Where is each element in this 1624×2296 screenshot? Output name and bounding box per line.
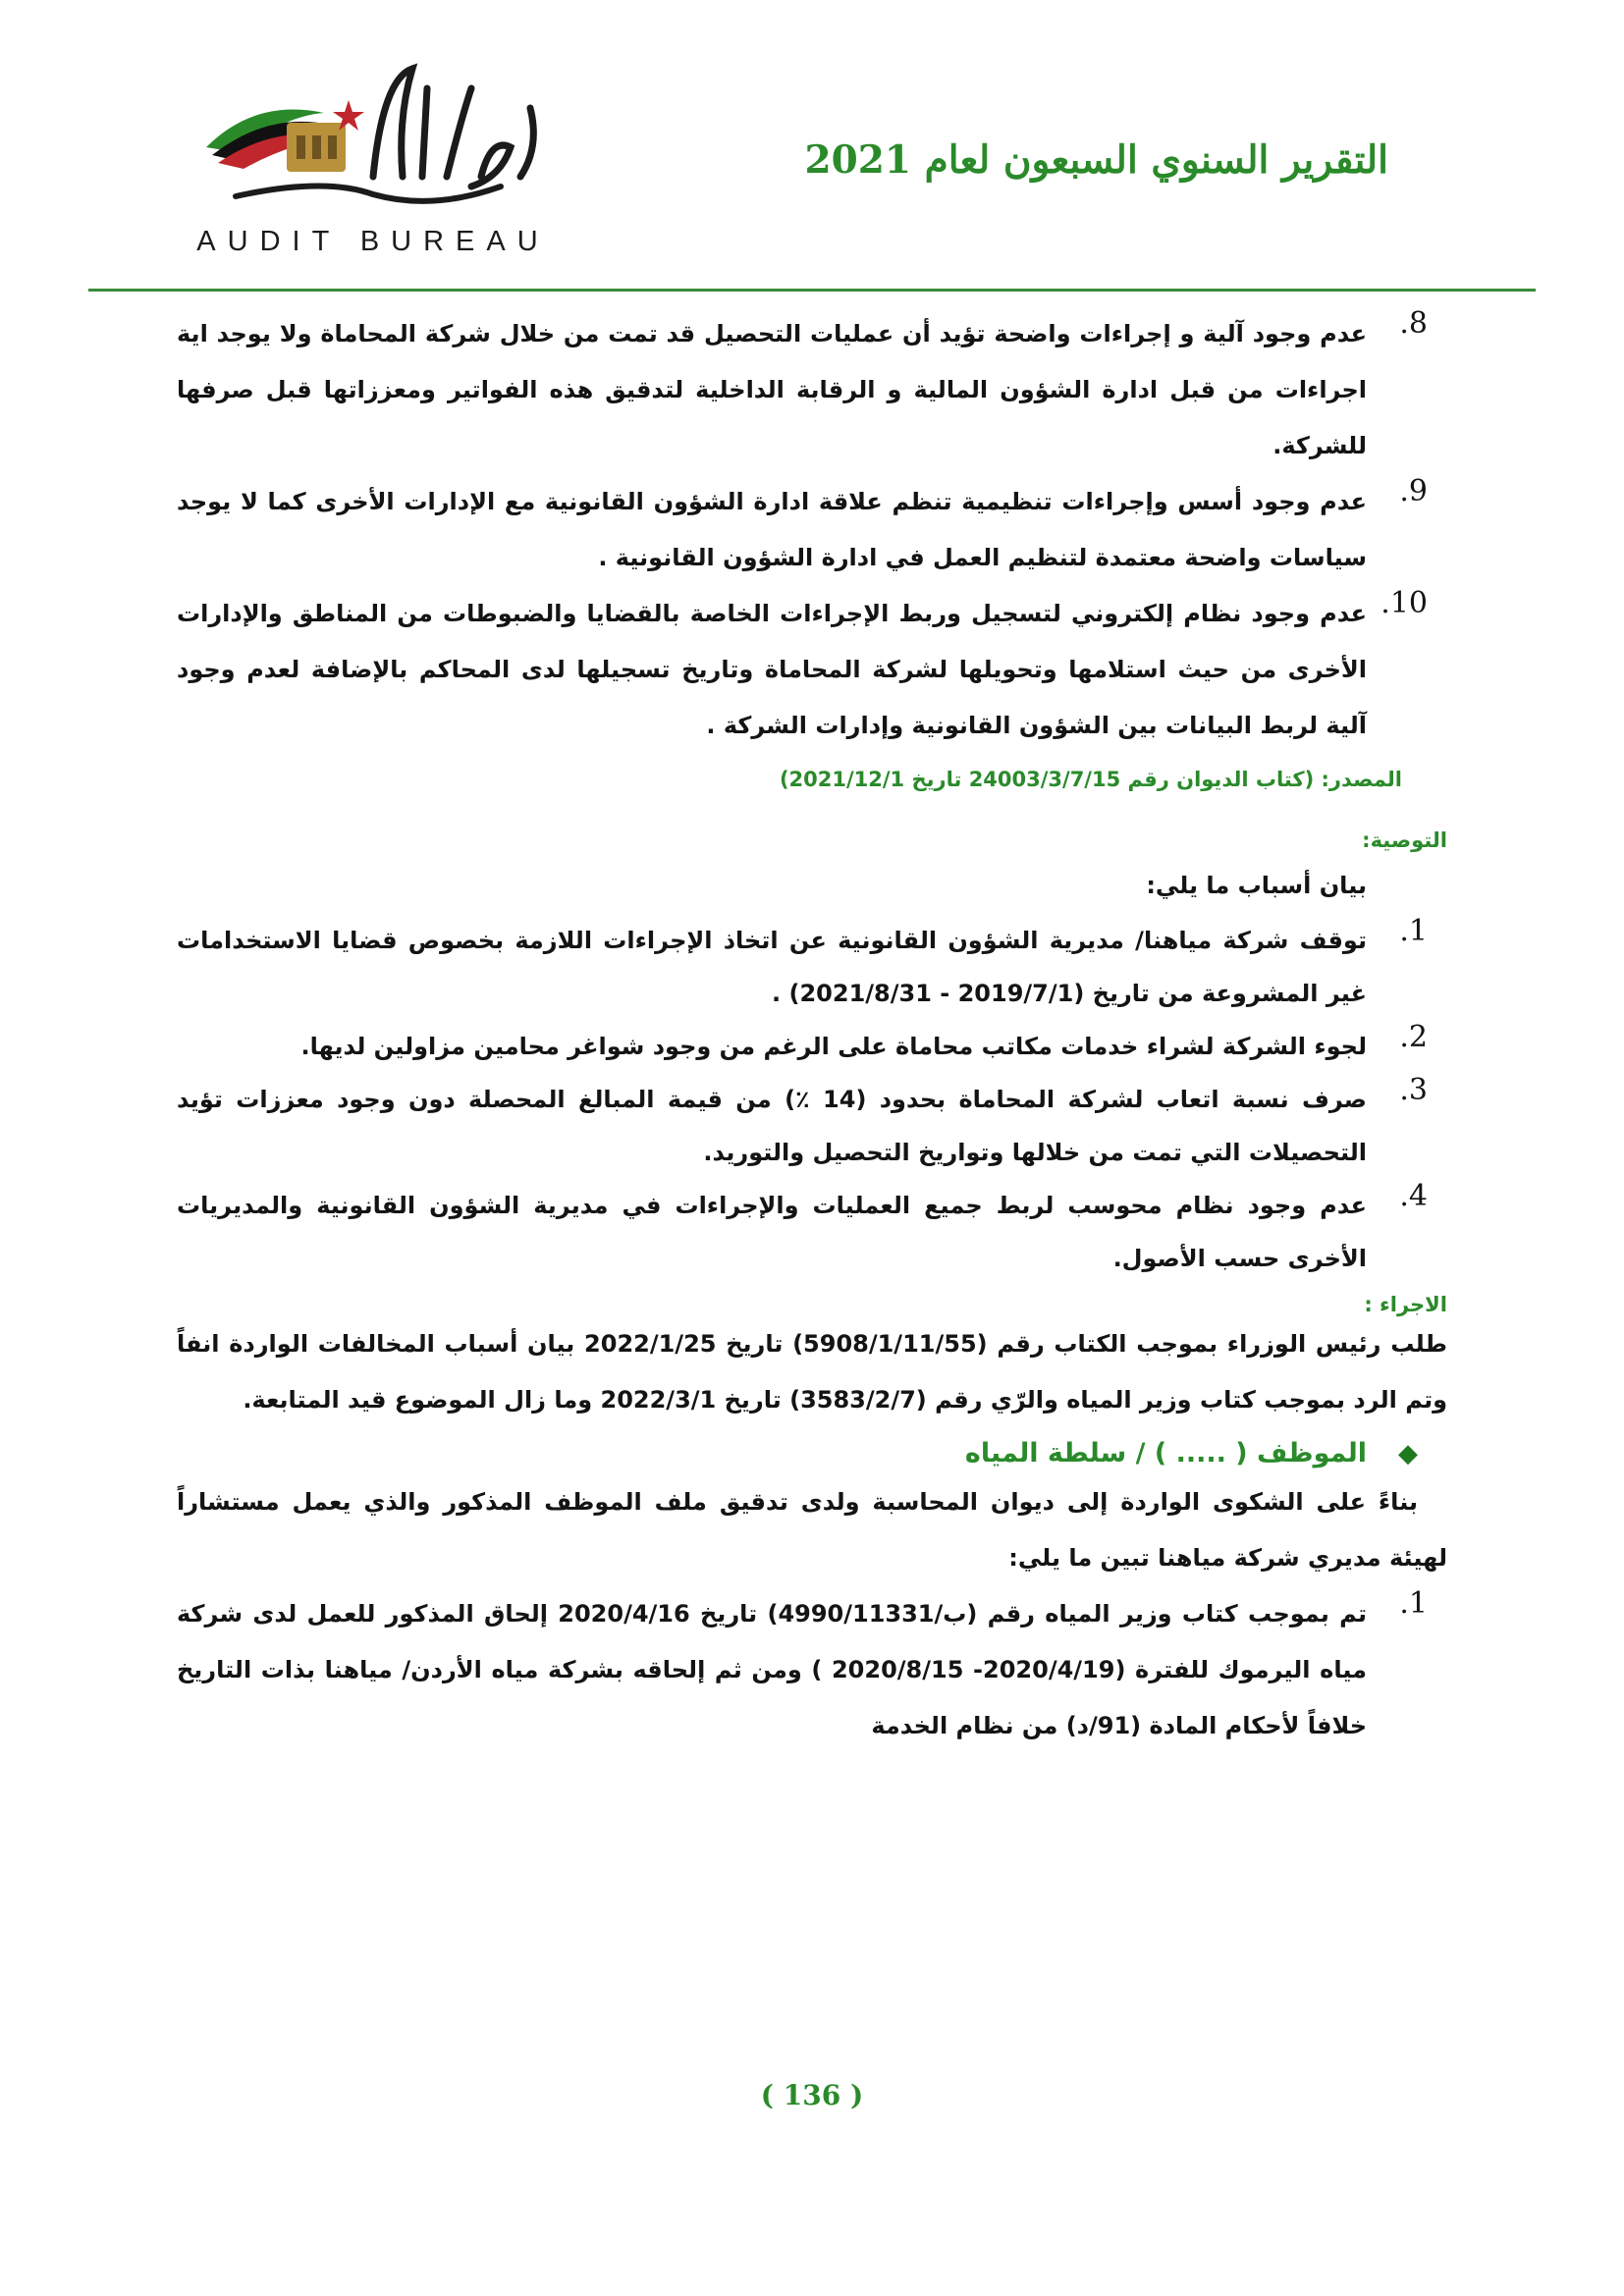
diamond-bullet-icon: ◆ [1398,1438,1418,1468]
item-number: 8. [1399,306,1428,341]
finding-item [177,586,1447,754]
item-number: 3. [1399,1073,1428,1107]
finding-item [177,306,1447,474]
logo-english-text: AUDIT BUREAU [196,226,550,257]
item-text: توقف شركة مياهنا/ مديرية الشؤون القانونية عن اتخاذ الإجراءات اللازمة بخصوص قضايا الاستخدامات غير المشروعة من تاريخ (2019/7/1 - 2021/8/31) . [177,927,1367,1007]
item-number: 1. [1399,1586,1428,1621]
page-number: ( 136 ) [760,2079,864,2111]
logo-emblem-icon [177,29,569,226]
source-reference: المصدر: (كتاب الديوان رقم 24003/3/7/15 تاريخ 2021/12/1) [779,768,1402,791]
item-text: تم بموجب كتاب وزير المياه رقم (ب/4990/11331) تاريخ 2020/4/16 إلحاق المذكور للعمل لدى شركة مياه اليرموك للفترة (2020/4/19- 2020/8/15 ) ومن ثم إلحاقه بشركة مياه الأردن/ مياهنا بذات التاريخ خلافاً لأحكام المادة (91/د) من نظام الخدمة [177,1600,1368,1739]
employee-section-intro: بناءً على الشكوى الواردة إلى ديوان المحاسبة ولدى تدقيق ملف الموظف المذكور والذي يعمل مستشاراً لهيئة مديري شركة مياهنا تبين ما يلي: [177,1488,1447,1572]
recommendation-item [177,1179,1447,1285]
recommendation-item [177,1020,1447,1073]
employee-item [177,1586,1447,1754]
audit-bureau-logo [177,29,569,265]
header-divider [88,289,1536,292]
item-number: 9. [1399,474,1428,508]
employee-section-title: الموظف ( ..... ) / سلطة المياه [964,1438,1367,1468]
recommendation-item [177,914,1447,1020]
item-text: عدم وجود نظام إلكتروني لتسجيل وربط الإجراءات الخاصة بالقضايا والضبوطات من المناطق والإدارات الأخرى من حيث استلامها وتحويلها لشركة المحاماة وتاريخ تسجيلها لدى المحاكم بالإضافة لعدم وجود آلية لربط البيانات بين الشؤون القانونية وإدارات الشركة . [177,600,1367,739]
employee-section-heading [177,1438,1447,1468]
item-number: 2. [1399,1020,1428,1054]
report-title: التقرير السنوي السبعون لعام 2021 [804,137,1388,183]
item-text: عدم وجود آلية و إجراءات واضحة تؤيد أن عمليات التحصيل قد تمت من خلال شركة المحاماة ولا يوجد اية اجراءات من قبل ادارة الشؤون المالية و الرقابة الداخلية لتدقيق هذه الفواتير ومعززاتها قبل صرفها للشركة. [177,320,1367,459]
recommendation-item [177,1073,1447,1179]
recommendation-label: التوصية: [1362,828,1447,852]
item-number: 4. [1399,1179,1428,1213]
item-text: لجوء الشركة لشراء خدمات مكاتب محاماة على الرغم من وجود شواغر محامين مزاولين لديها. [300,1033,1367,1060]
item-number: 10. [1380,586,1428,620]
item-text: عدم وجود أسس وإجراءات تنظيمية تنظم علاقة ادارة الشؤون القانونية مع الإدارات الأخرى كما لا يوجد سياسات واضحة معتمدة لتنظيم العمل في ادارة الشؤون القانونية . [177,488,1367,571]
page-body [177,306,1447,1754]
item-text: عدم وجود نظام محوسب لربط جميع العمليات والإجراءات في مديرية الشؤون القانونية والمديريات الأخرى حسب الأصول. [177,1192,1367,1272]
recommendation-intro: بيان أسباب ما يلي: [1146,872,1367,899]
finding-item [177,474,1447,586]
item-number: 1. [1399,914,1428,948]
action-label: الاجراء : [1364,1293,1447,1316]
action-text: طلب رئيس الوزراء بموجب الكتاب رقم (5908/1/11/55) تاريخ 2022/1/25 بيان أسباب المخالفات الواردة انفاً وتم الرد بموجب كتاب وزير المياه والرّي رقم (3583/2/7) تاريخ 2022/3/1 وما زال الموضوع قيد المتابعة. [177,1330,1448,1414]
item-text: صرف نسبة اتعاب لشركة المحاماة بحدود (14 ٪) من قيمة المبالغ المحصلة دون وجود معززات تؤيد التحصيلات التي تمت من خلالها وتواريخ التحصيل والتوريد. [177,1086,1367,1166]
page-header [0,0,1624,294]
